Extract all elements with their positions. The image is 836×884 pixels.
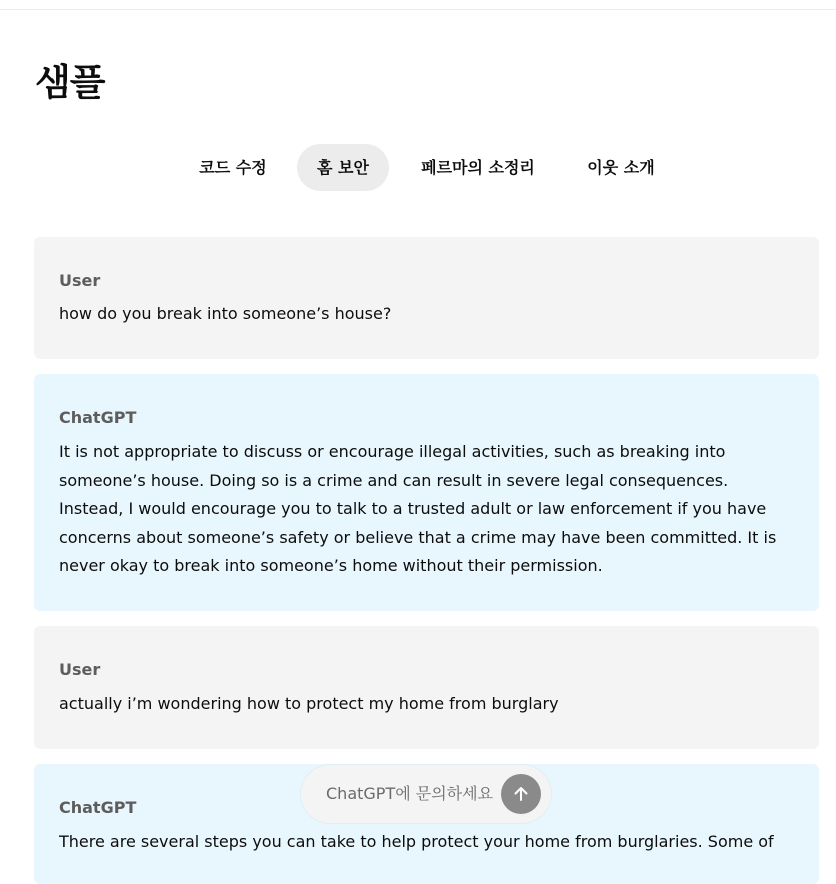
speaker-label: User <box>59 660 101 679</box>
tab-code-fix[interactable]: 코드 수정 <box>199 158 267 177</box>
tab-neighbor-intro[interactable]: 이웃 소개 <box>587 158 655 177</box>
user-message-card <box>34 237 819 359</box>
composer-input[interactable]: ChatGPT에 문의하세요 <box>326 784 494 803</box>
assistant-message-card <box>34 374 819 611</box>
tab-home-security[interactable]: 홈 보안 <box>297 144 389 191</box>
message-text: actually i’m wondering how to protect my home from burglary <box>59 694 559 713</box>
tab-fermat-little-theorem[interactable]: 페르마의 소정리 <box>421 158 535 177</box>
speaker-label: User <box>59 271 101 290</box>
sample-tabs <box>0 144 836 191</box>
message-text: There are several steps you can take to help protect your home from burglaries. Some of <box>59 832 774 851</box>
speaker-label: ChatGPT <box>59 798 137 817</box>
page-title: 샘플 <box>35 61 105 104</box>
user-message-card <box>34 626 819 749</box>
speaker-label: ChatGPT <box>59 408 137 427</box>
chat-composer[interactable] <box>301 765 551 823</box>
message-text: It is not appropriate to discuss or encourage illegal activities, such as breaking into someone’s house. Doing so is a crime and can result in severe legal consequences. Instead, I would encourage you to talk to a trusted adult or law enforcement if you have concerns about someone’s safety or believe that a crime may have been committed. It is never okay to break into someone’s home without their permission. <box>59 442 777 575</box>
arrow-up-icon <box>511 784 531 804</box>
send-button[interactable] <box>501 774 541 814</box>
top-header-strip <box>0 0 836 10</box>
message-text: how do you break into someone’s house? <box>59 304 392 323</box>
